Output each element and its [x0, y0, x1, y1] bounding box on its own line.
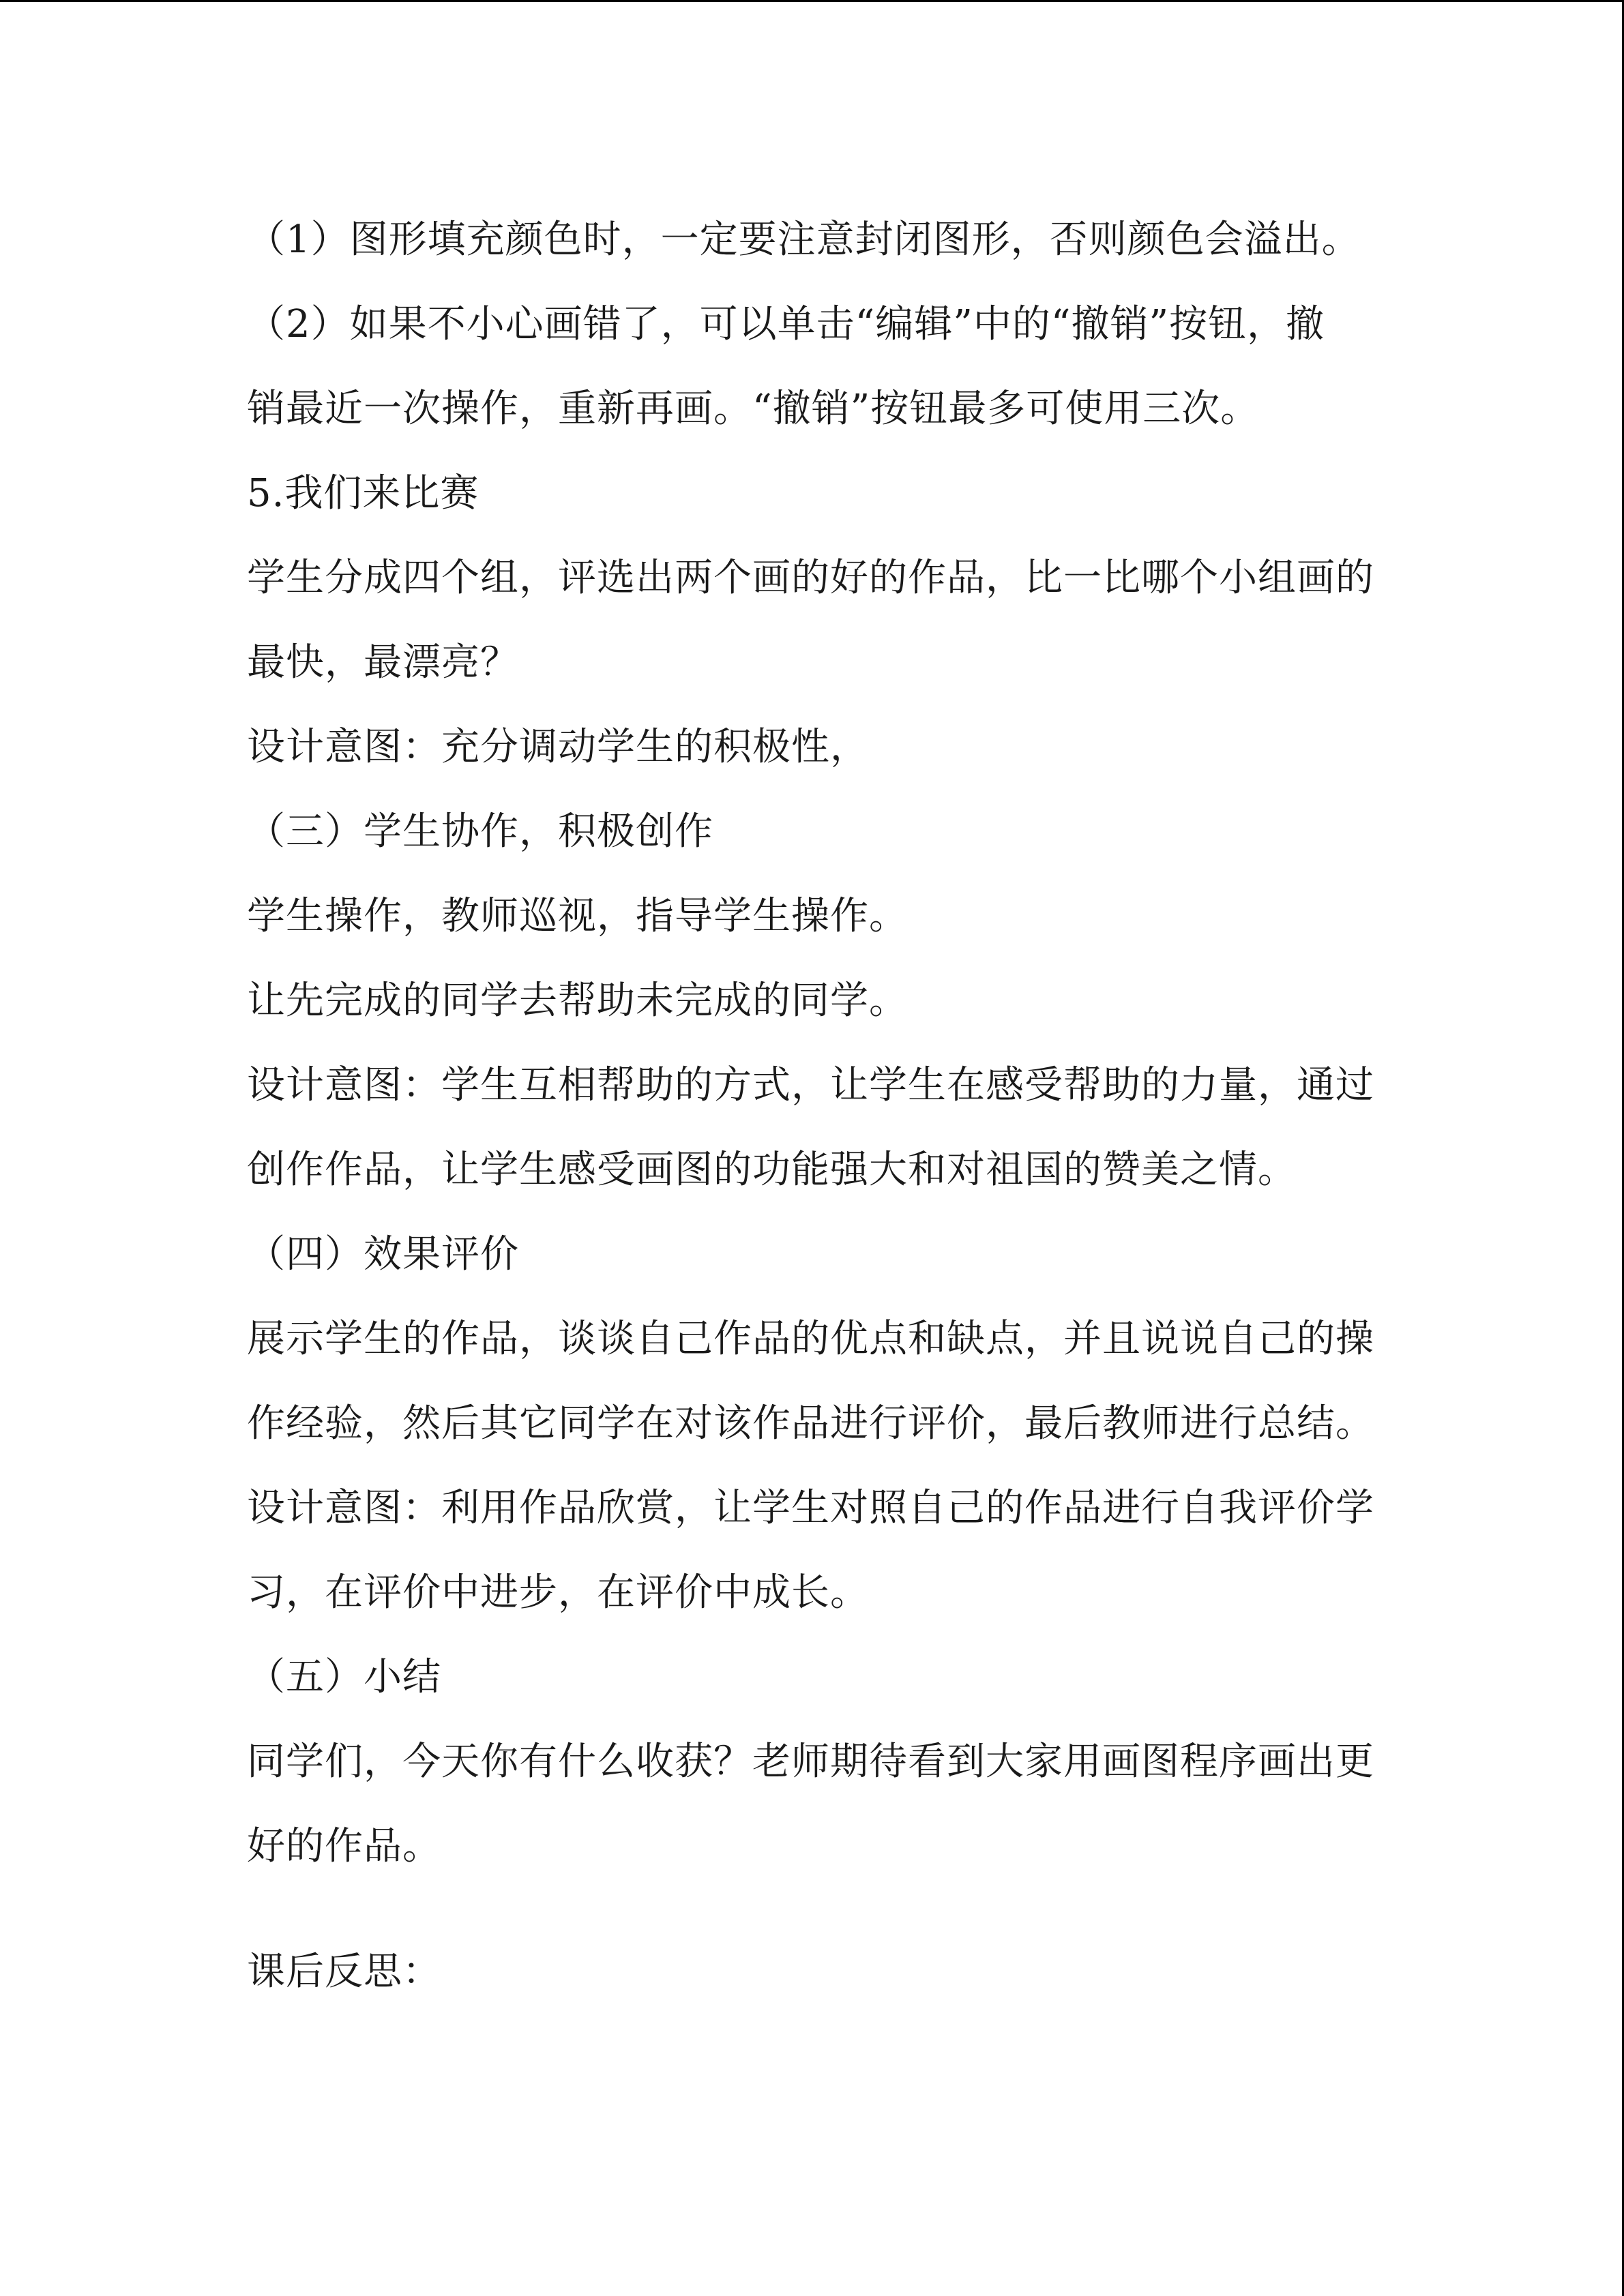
paragraph-spacer: [247, 1889, 1379, 1930]
summary-text-1: 同学们，今天你有什么收获？老师期待看到大家用画图程序画出更: [247, 1740, 1374, 1784]
competition-text-1: 学生分成四个组，评选出两个画的好的作品，比一比哪个小组画的: [247, 556, 1374, 600]
note-fill-color: （1）图形填充颜色时，一定要注意封闭图形，否则颜色会溢出。: [247, 218, 1361, 262]
design-intent-3a: 设计意图：利用作品欣赏，让学生对照自己的作品进行自我评价学: [247, 1486, 1374, 1530]
collaboration-text-1: 学生操作，教师巡视，指导学生操作。: [247, 894, 908, 938]
design-intent-1: 设计意图：充分调动学生的积极性，: [247, 725, 869, 769]
section-collaboration-heading: （三）学生协作，积极创作: [247, 809, 713, 854]
competition-text-2: 最快，最漂亮？: [247, 640, 519, 685]
section-competition-heading: 5.我们来比赛: [247, 471, 479, 516]
page-top-border: [0, 0, 1624, 2]
design-intent-2a: 设计意图：学生互相帮助的方式，让学生在感受帮助的力量，通过: [247, 1063, 1374, 1107]
reflection-heading: 课后反思：: [247, 1950, 441, 1994]
section-evaluation-heading: （四）效果评价: [247, 1232, 519, 1277]
evaluation-text-1: 展示学生的作品，谈谈自己作品的优点和缺点，并且说说自己的操: [247, 1317, 1374, 1361]
section-summary-heading: （五）小结: [247, 1655, 441, 1699]
collaboration-text-2: 让先完成的同学去帮助未完成的同学。: [247, 979, 908, 1023]
document-body: [247, 198, 1379, 2014]
summary-text-2: 好的作品。: [247, 1824, 441, 1868]
evaluation-text-2: 作经验，然后其它同学在对该作品进行评价，最后教师进行总结。: [247, 1401, 1374, 1446]
note-undo-2: 销最近一次操作，重新再画。“撤销”按钮最多可使用三次。: [247, 387, 1260, 431]
design-intent-2b: 创作作品，让学生感受画图的功能强大和对祖国的赞美之情。: [247, 1148, 1297, 1192]
design-intent-3b: 习，在评价中进步，在评价中成长。: [247, 1570, 869, 1615]
note-undo-1: （2）如果不小心画错了，可以单击“编辑”中的“撤销”按钮，撤: [247, 302, 1325, 346]
